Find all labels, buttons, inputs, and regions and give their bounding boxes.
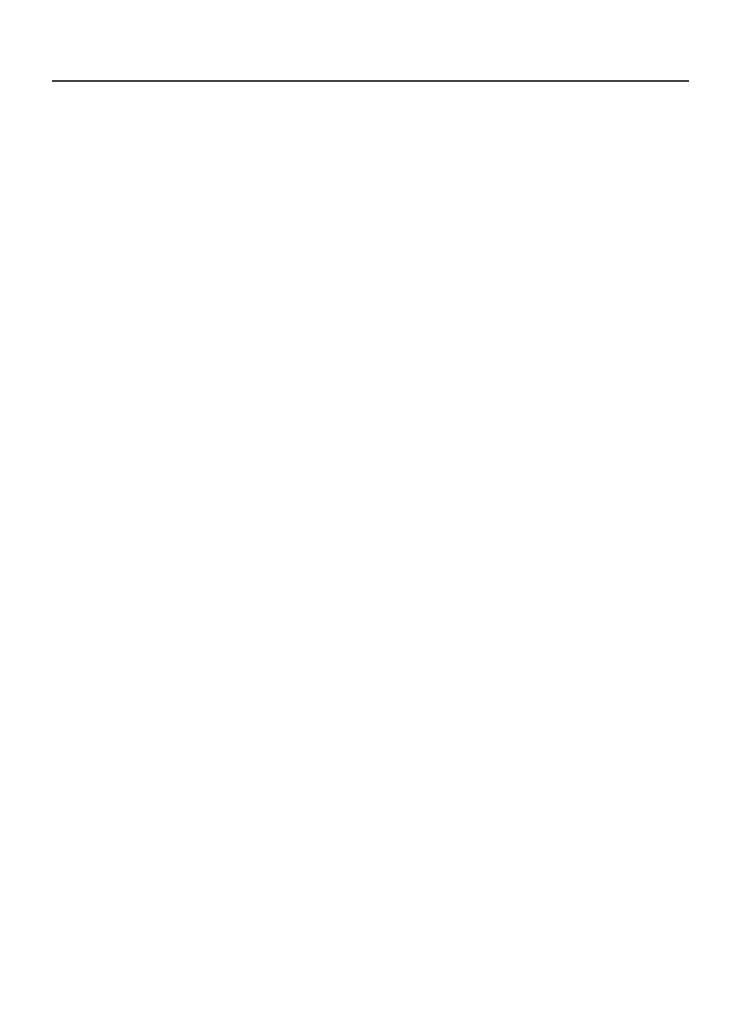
article-lead (372, 102, 682, 155)
right-column (372, 88, 682, 167)
quote-program (62, 92, 372, 106)
left-column (62, 88, 372, 116)
lead-line (372, 115, 682, 128)
lead-line (372, 129, 682, 142)
lead-line (372, 102, 682, 115)
header-rule (52, 80, 689, 82)
quote-line (90, 92, 372, 106)
lead-line (372, 142, 682, 155)
